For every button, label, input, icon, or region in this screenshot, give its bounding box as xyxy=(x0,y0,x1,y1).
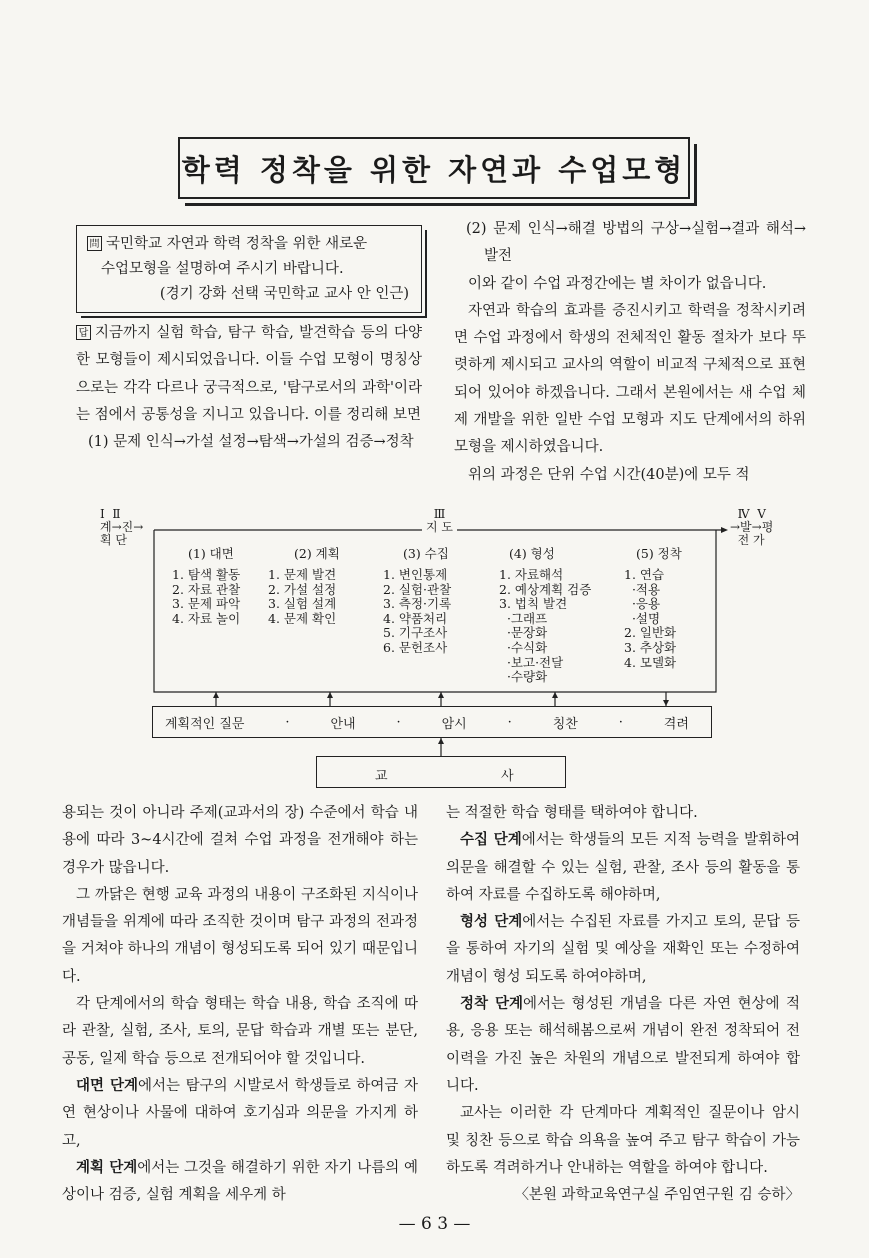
step-planning xyxy=(268,544,340,626)
step-facing-items: 1. 탐색 활동 2. 자료 관찰 3. 문제 파악 4. 자료 놀이 xyxy=(172,567,241,626)
collecting-stage-term: 수집 단계 xyxy=(460,832,522,849)
lower-right-p2-text: 에서는 학생들의 모든 지적 능력을 발휘하여 의문을 해결할 수 있는 실험, 관찰, 조사 등의 활동을 통하여 자료를 수집하도록 해야하며, xyxy=(446,832,800,903)
answer-left-column xyxy=(76,320,422,456)
lower-right-paragraph-3 xyxy=(446,909,800,991)
instruction-model-diagram xyxy=(96,506,796,796)
stage-iii-header xyxy=(422,508,457,534)
step-planning-name: (2) 계획 xyxy=(294,546,340,561)
answer-item-1: (1) 문제 인식→가설 설정→탐색→가설의 검증→정착 xyxy=(88,434,414,451)
lower-right-paragraph-1: 는 적절한 학습 형태를 택하여야 합니다. xyxy=(446,805,698,821)
facing-stage-term: 대면 단계 xyxy=(76,1077,139,1094)
stage-iv-v-names-1: →발→평 xyxy=(730,520,774,534)
question-mark: 問 xyxy=(87,236,102,251)
stage-iv-label: Ⅳ xyxy=(737,507,750,521)
question-author: (경기 강화 선택 국민학교 교사 안 인근) xyxy=(159,286,409,302)
author-signature: 〈본원 과학교육연구실 주임연구원 김 승하〉 xyxy=(514,1187,800,1204)
lower-right-paragraph-2 xyxy=(446,827,800,909)
lower-left-p5-text: 에서는 그것을 해결하기 위한 자기 나름의 예상이나 검증, 실험 계획을 세우게 하 xyxy=(62,1159,419,1204)
lower-left-paragraph-4 xyxy=(62,1073,418,1155)
stage-iv-v-names-2: 전 가 xyxy=(737,533,765,547)
step-collecting xyxy=(383,544,451,656)
step-settling-name: (5) 정착 xyxy=(636,546,682,561)
planning-stage-term: 계획 단계 xyxy=(76,1159,138,1176)
answer-paragraph-4: 위의 과정은 단위 수업 시간(40분)에 모두 적 xyxy=(468,466,750,483)
step-collecting-name: (3) 수집 xyxy=(403,546,449,561)
step-settling-items: 1. 연습 ·적용 ·응용 ·설명 2. 일반화 3. 추상화 4. 모델화 xyxy=(624,567,677,670)
article-title-text: 학력 정착을 위한 자연과 수업모형 xyxy=(181,152,687,187)
forming-stage-term: 형성 단계 xyxy=(460,914,523,931)
teacher-char-1: 교 xyxy=(375,769,388,784)
answer-paragraph-2: 이와 같이 수업 과정간에는 별 차이가 없읍니다. xyxy=(468,275,767,292)
question-line-2: 수업모형을 설명하여 주시기 바랍니다. xyxy=(101,261,344,277)
support-encouragement: 격려 xyxy=(663,716,689,732)
lower-right-column xyxy=(446,800,800,1209)
lower-right-paragraph-5: 교사는 이러한 각 단계마다 계획적인 질문이나 암시 및 칭찬 등으로 학습 의욕을 높여 주고 탐구 학습이 가능하도록 격려하거나 안내하는 역할을 하여야 합니다. xyxy=(446,1105,800,1176)
step-facing-name: (1) 대면 xyxy=(188,546,234,561)
teacher-support-box xyxy=(152,706,712,738)
answer-item-2: (2) 문제 인식→해결 방법의 구상→실험→결과 해석→발전 xyxy=(466,221,806,265)
step-forming-items: 1. 자료해석 2. 예상계획 검증 3. 법칙 발견 ·그래프 ·문장화 ·수식화 ·보고·전달 ·수량화 xyxy=(499,567,592,685)
step-facing xyxy=(172,544,240,626)
lower-left-paragraph-3: 각 단계에서의 학습 형태는 학습 내용, 학습 조직에 따라 관찰, 실험, 조사, 토의, 문답 학습과 개별 또는 분단, 공동, 일제 학습 등으로 전개되어야 할 것입니다. xyxy=(62,996,418,1067)
stage-v-label: V xyxy=(757,507,766,521)
support-guidance: 안내 xyxy=(330,716,356,732)
lower-left-p4-text: 에서는 탐구의 시발로서 학생들로 하여금 자연 현상이나 사물에 대하여 호기심과 의문을 가지게 하고, xyxy=(62,1077,419,1149)
answer-right-column xyxy=(454,216,806,489)
teacher-char-2: 사 xyxy=(501,769,514,784)
question-text-1: 국민학교 자연과 학력 정착을 위한 새로운 xyxy=(106,236,368,252)
page-number: — 6 3 — xyxy=(398,1214,471,1234)
lower-left-paragraph-5 xyxy=(62,1155,418,1210)
answer-paragraph-1 xyxy=(76,320,422,429)
lower-right-p3-text: 에서는 수집된 자료를 가지고 토의, 문답 등을 통하여 자기의 실험 및 예상을 재확인 또는 수정하여 개념이 형성 되도록 하여야하며, xyxy=(446,914,800,985)
step-forming xyxy=(499,544,591,685)
step-settling xyxy=(624,544,682,670)
article-title xyxy=(178,137,690,199)
question-box xyxy=(76,225,422,313)
stage-ii-label: Ⅱ xyxy=(112,507,121,521)
answer-p1-text: 지금까지 실험 학습, 탐구 학습, 발견학습 등의 다양한 모형들이 제시되었읍니다. 이들 수업 모형이 명칭상으로는 각각 다르나 궁극적으로, '탐구로서의 과학'이라는 점에서 공통성을 지니고 있읍니다. 이를 정리해 보면 xyxy=(76,325,422,423)
support-sep-2: · xyxy=(396,714,401,730)
lower-right-paragraph-4 xyxy=(446,991,800,1100)
stage-iv-v-header xyxy=(730,508,773,547)
support-sep-1: · xyxy=(285,714,290,730)
stage-i-label: I xyxy=(100,507,105,521)
support-questioning: 계획적인 질문 xyxy=(165,716,245,732)
lower-right-p4-text: 에서는 형성된 개념을 다른 자연 현상에 적용, 응용 또는 해석해봄으로써 개념이 완전 정착되어 전이력을 가진 높은 차원의 개념으로 발전되게 하여야 합니다. xyxy=(446,996,800,1094)
stage-iii-label: Ⅲ xyxy=(433,507,446,521)
stage-iii-name: 지 도 xyxy=(426,520,453,534)
lower-left-paragraph-2: 그 까닭은 현행 교육 과정의 내용이 구조화된 지식이나 개념들을 위계에 따라 조직한 것이며 탐구 과정의 전과정을 거쳐야 하나의 개념이 형성되도록 되어 있기 때문입니다. xyxy=(62,886,418,985)
teacher-box xyxy=(316,756,566,788)
lower-left-paragraph-1: 용되는 것이 아니라 주제(교과서의 장) 수준에서 학습 내용에 따라 3~4시간에 걸쳐 수업 과정을 전개해야 하는 경우가 많읍니다. xyxy=(62,805,418,876)
step-planning-items: 1. 문제 발견 2. 가설 설정 3. 실험 설계 4. 문제 확인 xyxy=(268,567,337,626)
step-forming-name: (4) 형성 xyxy=(509,546,555,561)
support-praise: 칭찬 xyxy=(552,716,578,732)
support-hint: 암시 xyxy=(441,716,467,732)
lower-left-column xyxy=(62,800,418,1209)
stage-i-ii-names-1: 계→진→ xyxy=(100,520,144,534)
stage-i-ii-header xyxy=(100,508,143,547)
support-sep-3: · xyxy=(507,714,512,730)
step-collecting-items: 1. 변인통제 2. 실험·관찰 3. 측정·기록 4. 약품처리 5. 기구조사 6. 문헌조사 xyxy=(383,567,452,655)
question-line-1 xyxy=(87,232,413,257)
stage-i-ii-names-2: 획 단 xyxy=(100,533,127,547)
answer-mark: 답 xyxy=(76,325,91,340)
settling-stage-term: 정착 단계 xyxy=(460,996,523,1013)
answer-paragraph-3: 자연과 학습의 효과를 증진시키고 학력을 정착시키려면 수업 과정에서 학생의 전체적인 활동 절차가 보다 뚜렷하게 제시되고 교사의 역할이 비교적 구체적으로 표현되어 있어야 하겠읍니다. 그래서 본원에서는 새 수업 체제 개발을 위한 일반 수업 모형과 지도 단계에서의 하위 모형을 제시하였읍니다. xyxy=(454,302,806,456)
support-sep-4: · xyxy=(618,714,623,730)
